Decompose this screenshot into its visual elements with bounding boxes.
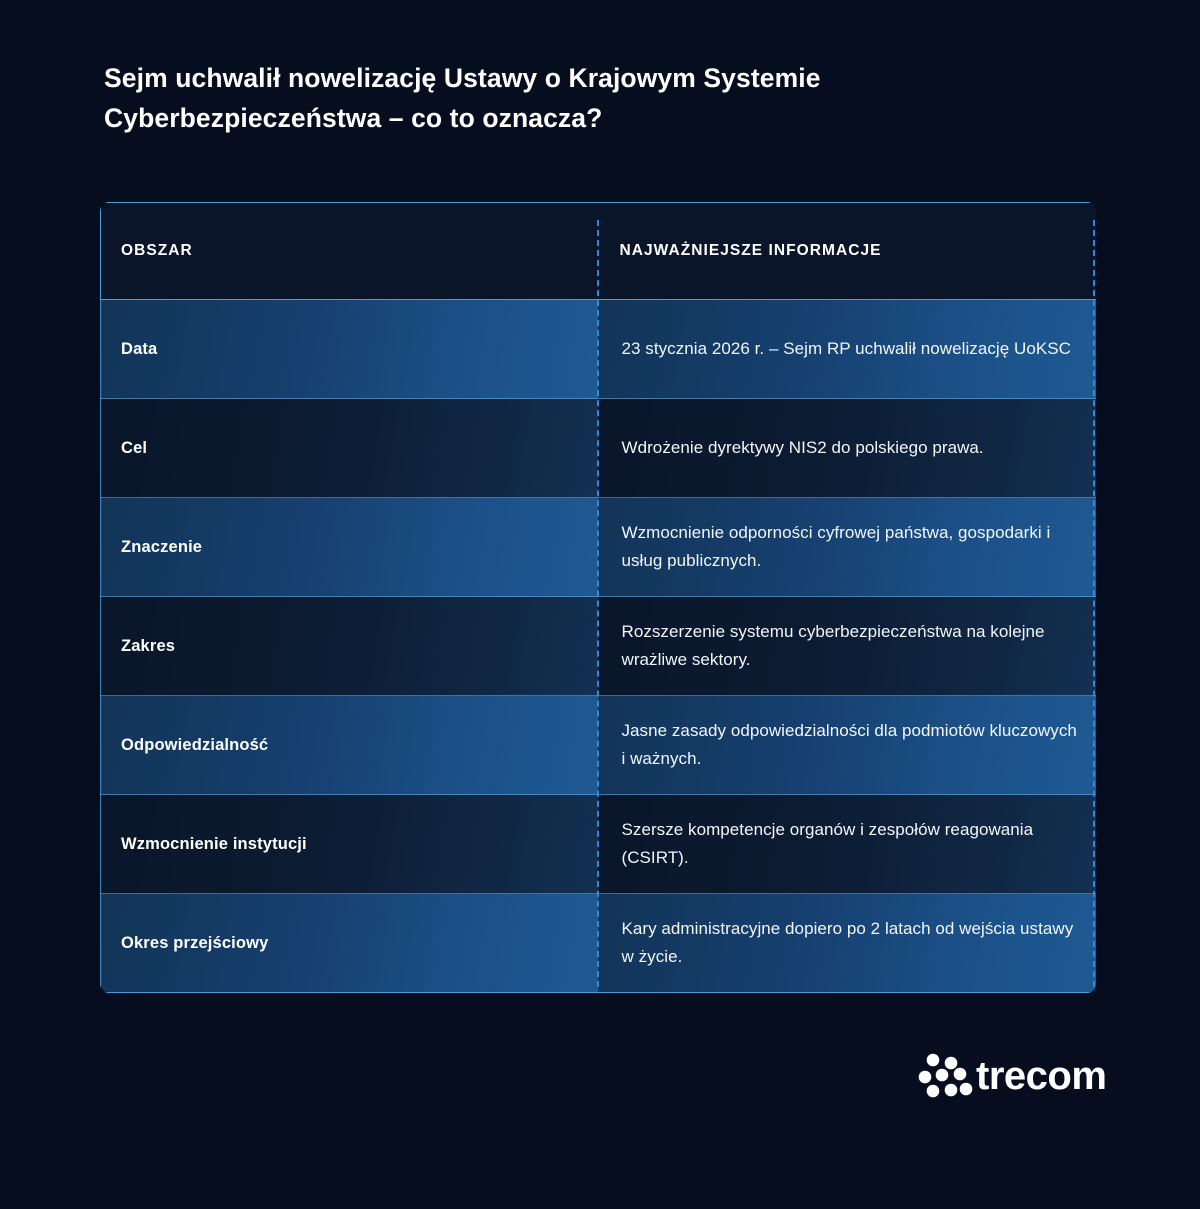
- table-cell-info: [598, 399, 1097, 498]
- table-cell-area: [101, 696, 598, 795]
- info-text: Rozszerzenie systemu cyberbezpieczeństwa na kolejne wrażliwe sektory.: [621, 622, 1045, 669]
- area-label: Zakres: [121, 636, 176, 655]
- table-cell-area: [101, 894, 598, 993]
- area-label: Okres przejściowy: [121, 933, 269, 952]
- table-row: [101, 399, 1097, 498]
- area-label: Data: [121, 339, 158, 358]
- table-cell-info: [598, 498, 1097, 597]
- area-label: Wzmocnienie instytucji: [121, 834, 307, 853]
- brand-logo: [918, 1050, 1107, 1112]
- table-cell-info: [598, 894, 1097, 993]
- info-text: Wdrożenie dyrektywy NIS2 do polskiego prawa.: [621, 438, 984, 458]
- logo-wordmark: trecom: [976, 1054, 1107, 1098]
- area-label: Znaczenie: [121, 537, 203, 556]
- table-cell-area: [101, 498, 598, 597]
- area-label: Odpowiedzialność: [121, 735, 269, 754]
- table-cell-area: [101, 597, 598, 696]
- comparison-table: [100, 202, 1096, 993]
- info-text: 23 stycznia 2026 r. – Sejm RP uchwalił nowelizację UoKSC: [621, 339, 1071, 359]
- info-text: Wzmocnienie odporności cyfrowej państwa, gospodarki i usług publicznych.: [621, 523, 1051, 570]
- table-header: [101, 203, 1097, 300]
- table-row: [101, 597, 1097, 696]
- column-header-area: OBSZAR: [101, 203, 598, 300]
- table-cell-area: [101, 795, 598, 894]
- info-text: Szersze kompetencje organów i zespołów reagowania (CSIRT).: [621, 820, 1034, 867]
- info-text: Kary administracyjne dopiero po 2 latach od wejścia ustawy w życie.: [621, 919, 1074, 966]
- table-row: [101, 498, 1097, 597]
- table-body: [101, 300, 1097, 993]
- table-cell-area: [101, 300, 598, 399]
- table-row: [101, 894, 1097, 993]
- table-cell-area: [101, 399, 598, 498]
- table-cell-info: [598, 597, 1097, 696]
- comparison-table-container: [100, 202, 1096, 993]
- info-text: Jasne zasady odpowiedzialności dla podmiotów kluczowych i ważnych.: [621, 721, 1077, 768]
- column-header-info: NAJWAŻNIEJSZE INFORMACJE: [598, 203, 1097, 300]
- area-label: Cel: [121, 438, 148, 457]
- table-row: [101, 696, 1097, 795]
- table-cell-info: [598, 300, 1097, 399]
- table-row: [101, 795, 1097, 894]
- table-cell-info: [598, 696, 1097, 795]
- table-header-row: [101, 203, 1097, 300]
- table-row: [101, 300, 1097, 399]
- table-cell-info: [598, 795, 1097, 894]
- page-title: Sejm uchwalił nowelizację Ustawy o Krajowym Systemie Cyberbezpieczeństwa – co to oznacza?: [104, 63, 821, 134]
